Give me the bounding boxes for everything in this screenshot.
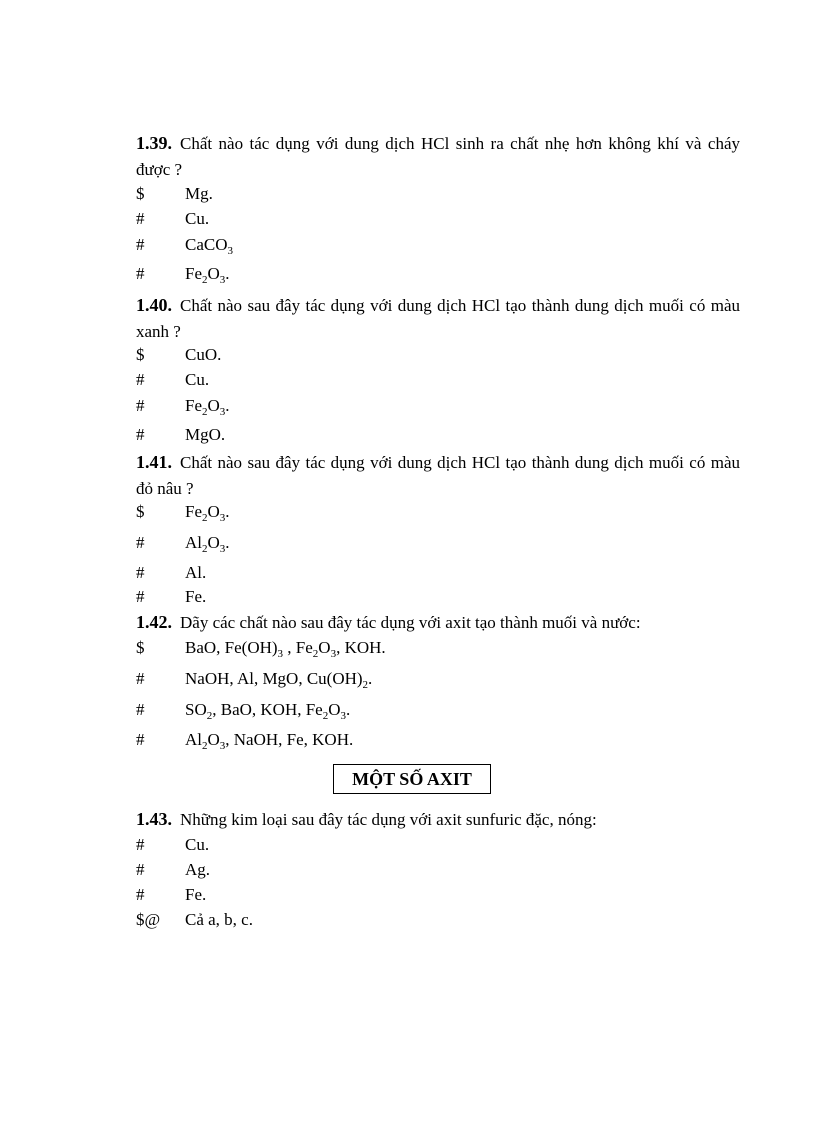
option: [136, 561, 206, 585]
option-mark: #: [136, 533, 145, 552]
option-mark: #: [136, 209, 145, 228]
option-text: $Fe_2O_3$.: [185, 264, 230, 286]
option-mark: #: [136, 700, 145, 719]
option-text: CuO.: [185, 345, 222, 364]
option-text: Cu.: [185, 370, 210, 389]
option-mark: #: [136, 370, 145, 389]
question-1-42: [136, 609, 740, 636]
option-text: $Fe_2O_3$.: [185, 502, 230, 524]
option: [136, 500, 230, 524]
option-mark: #: [136, 425, 145, 444]
question-1-40: [136, 292, 740, 345]
question-text: Chất nào sau đây tác dụng với dung dịch HCl tạo thành dung dịch muối có màu xanh ?: [136, 296, 740, 341]
option-mark: #: [136, 835, 145, 854]
option: [136, 233, 233, 257]
option-mark: #: [136, 264, 145, 283]
question-number: 1.39.: [136, 133, 172, 153]
option-mark: #: [136, 235, 145, 254]
question-text: Dãy các chất nào sau đây tác dụng với axit tạo thành muối và nước:: [180, 613, 641, 632]
option: [136, 667, 372, 691]
question-text: Những kim loại sau đây tác dụng với axit sunfuric đặc, nóng:: [180, 810, 597, 829]
option-text: BaO, $Fe(OH)_3$ , $Fe_2O_3$, KOH.: [185, 638, 386, 660]
option-text: NaOH, Al, MgO, $Cu(OH)_2$.: [185, 669, 373, 691]
question-1-43: [136, 806, 740, 833]
option: [136, 207, 209, 231]
option-mark: $@: [136, 910, 161, 929]
option-mark: $: [136, 502, 145, 521]
option: [136, 728, 353, 752]
question-number: 1.42.: [136, 612, 172, 632]
section-heading: MỘT SỐ AXIT: [333, 764, 491, 794]
option-text: Fe.: [185, 885, 207, 904]
option: [136, 636, 386, 660]
option: [136, 833, 209, 857]
option: [136, 858, 210, 882]
option-text: Al.: [185, 563, 207, 582]
option-text: Cả a, b, c.: [185, 910, 253, 929]
option-text: $Al_2O_3$, NaOH, Fe, KOH.: [185, 730, 354, 752]
option: [136, 262, 230, 286]
question-number: 1.40.: [136, 295, 172, 315]
option-text: Cu.: [185, 209, 210, 228]
option-mark: #: [136, 396, 145, 415]
option-mark: #: [136, 563, 145, 582]
option: [136, 368, 209, 392]
option: [136, 394, 230, 418]
option-text: $SO_2$, BaO, KOH, $Fe_2O_3$.: [185, 700, 351, 722]
option-text: MgO.: [185, 425, 226, 444]
option-mark: $: [136, 345, 145, 364]
question-1-39: [136, 130, 740, 183]
option-mark: #: [136, 860, 145, 879]
option-text: CaCO$_3$: [185, 235, 233, 257]
option: [136, 585, 206, 609]
option-mark: $: [136, 184, 145, 203]
option: [136, 182, 213, 206]
option-text: $Al_2O_3$.: [185, 533, 230, 555]
question-number: 1.43.: [136, 809, 172, 829]
option: [136, 531, 230, 555]
option-text: Cu.: [185, 835, 210, 854]
option: [136, 908, 253, 932]
option-mark: $: [136, 638, 145, 657]
option-text: $Fe_2O_3$.: [185, 396, 230, 418]
question-number: 1.41.: [136, 452, 172, 472]
option-mark: #: [136, 587, 145, 606]
option-mark: #: [136, 885, 145, 904]
question-text: Chất nào tác dụng với dung dịch HCl sinh ra chất nhẹ hơn không khí và cháy được ?: [136, 134, 740, 179]
option: [136, 423, 225, 447]
question-1-41: [136, 449, 740, 502]
option: [136, 883, 206, 907]
option: [136, 698, 350, 722]
option-text: Mg.: [185, 184, 213, 203]
option-text: Ag.: [185, 860, 211, 879]
question-text: Chất nào sau đây tác dụng với dung dịch HCl tạo thành dung dịch muối có màu đỏ nâu ?: [136, 453, 740, 498]
option-mark: #: [136, 730, 145, 749]
option-mark: #: [136, 669, 145, 688]
option-text: Fe.: [185, 587, 207, 606]
option: [136, 343, 221, 367]
